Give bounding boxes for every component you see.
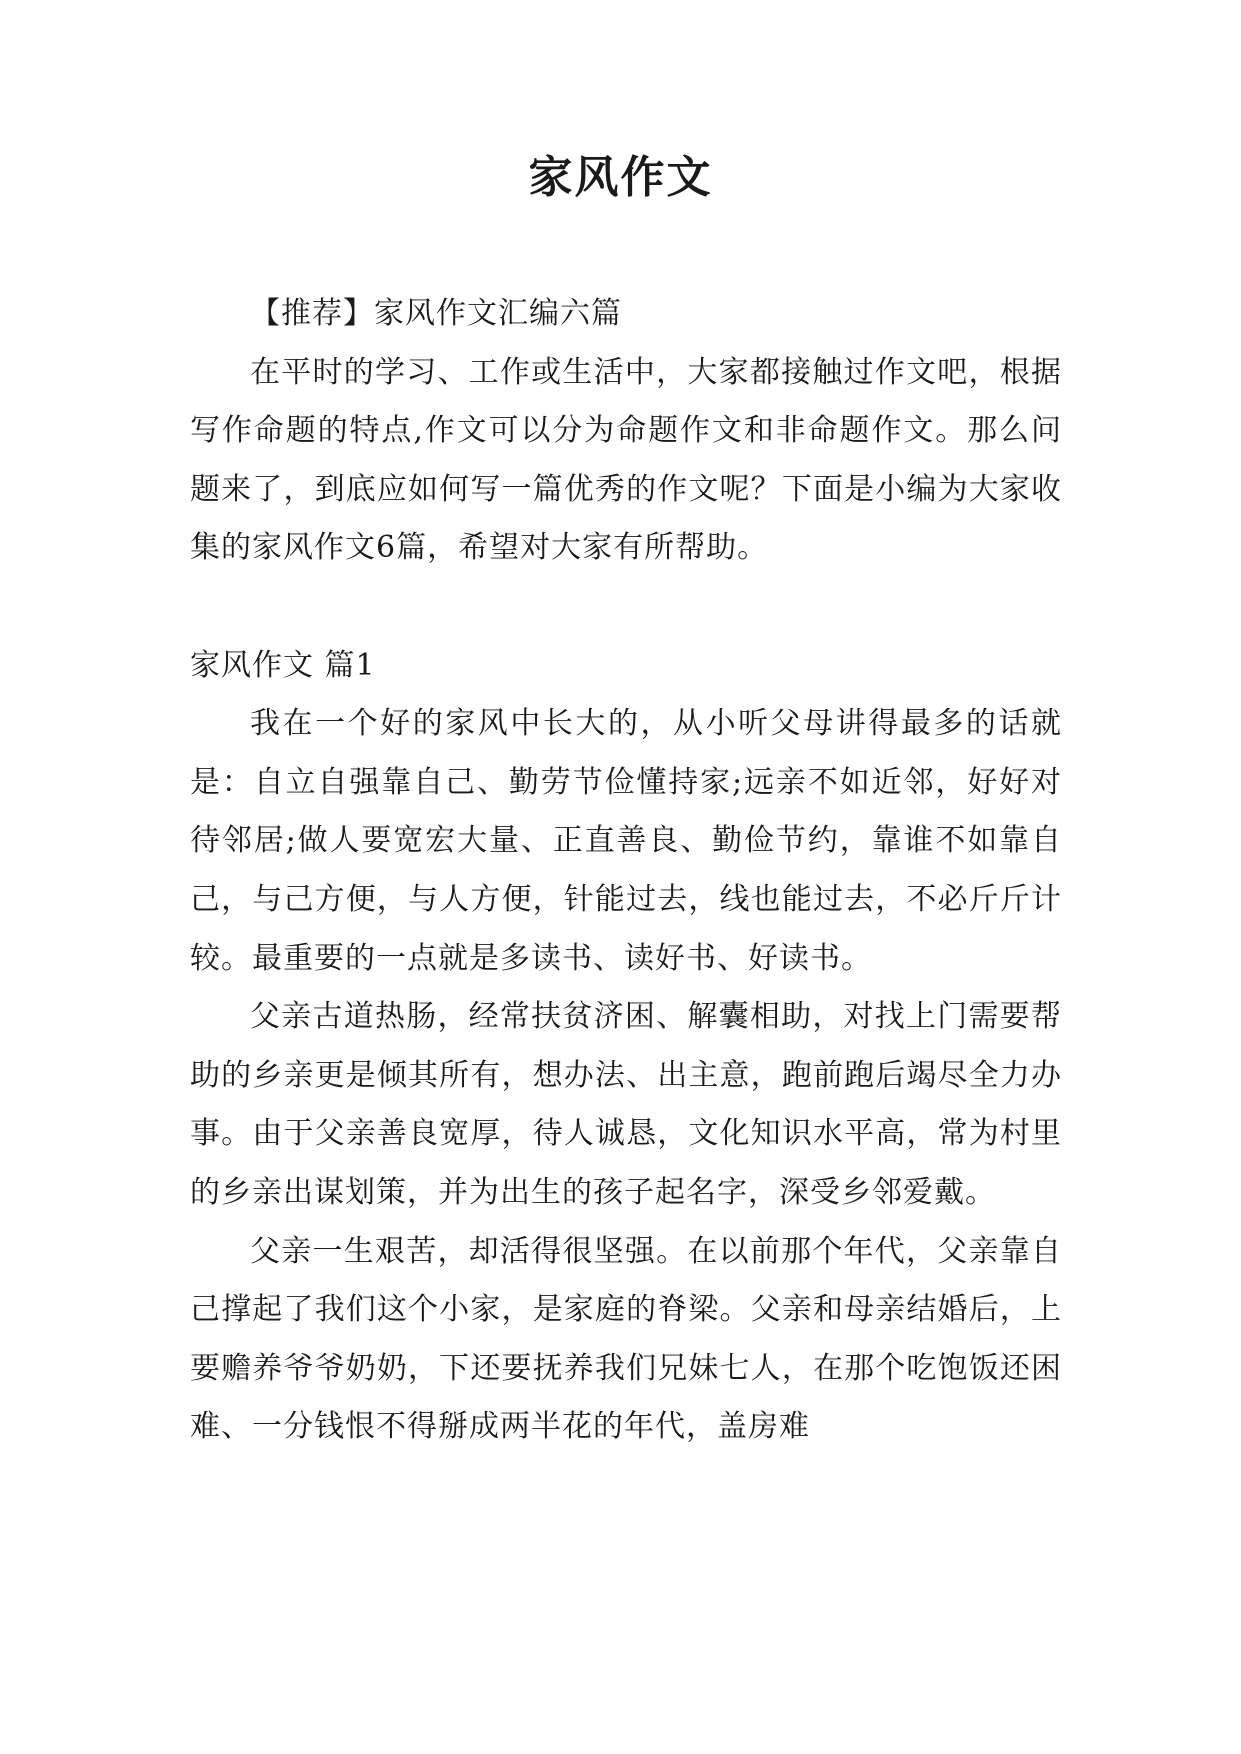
document-body: [190, 285, 1062, 1457]
section-paragraph: 我在一个好的家风中长大的，从小听父母讲得最多的话就是：自立自强靠自己、勤劳节俭懂持家;远亲不如近邻，好好对待邻居;做人要宽宏大量、正直善良、勤俭节约，靠谁不如靠自己，与己方便，与人方便，针能过去，线也能过去，不必斤斤计较。最重要的一点就是多读书、读好书、好读书。: [190, 706, 1062, 976]
section-heading: 家风作文 篇1: [190, 647, 376, 683]
document-title: 家风作文: [528, 152, 713, 203]
section-paragraph: 父亲古道热肠，经常扶贫济困、解囊相助，对找上门需要帮助的乡亲更是倾其所有，想办法、出主意，跑前跑后竭尽全力办事。由于父亲善良宽厚，待人诚恳，文化知识水平高，常为村里的乡亲出谋划策，并为出生的孩子起名字，深受乡邻爱戴。: [190, 999, 1062, 1210]
section-paragraph: 父亲一生艰苦，却活得很坚强。在以前那个年代，父亲靠自己撑起了我们这个小家，是家庭的脊梁。父亲和母亲结婚后，上要赡养爷爷奶奶，下还要抚养我们兄妹七人，在那个吃饱饭还困难、一分钱恨不得掰成两半花的年代，盖房难: [190, 1233, 1062, 1445]
section-spacer: [190, 578, 1062, 637]
intro-paragraph: 在平时的学习、工作或生活中，大家都接触过作文吧，根据写作命题的特点,作文可以分为命题作文和非命题作文。那么问题来了，到底应如何写一篇优秀的作文呢？下面是小编为大家收集的家风作文6篇，希望对大家有所帮助。: [190, 354, 1062, 566]
intro-heading: 【推荐】家风作文汇编六篇: [250, 296, 622, 331]
